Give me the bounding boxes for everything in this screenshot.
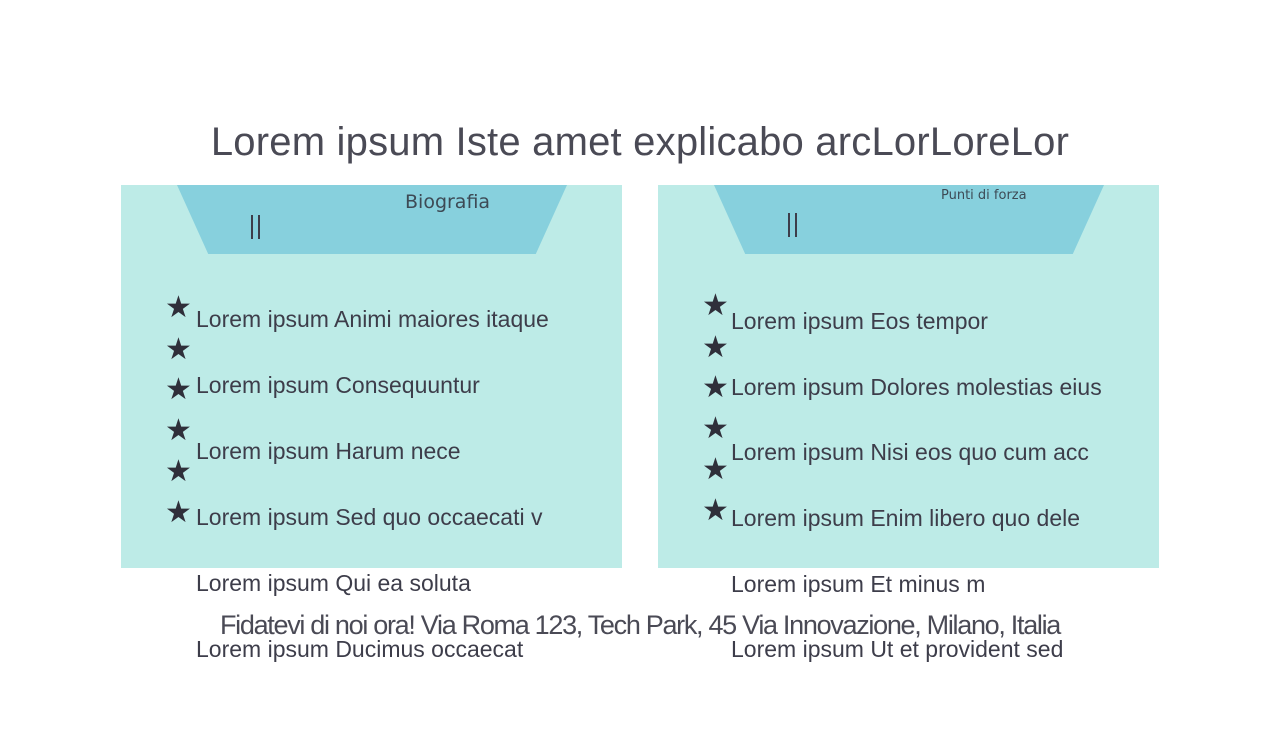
- list-item: Lorem ipsum Qui ea soluta: [196, 570, 471, 596]
- page-title: Lorem ipsum Iste amet explicabo arcLorLoreLor: [210, 120, 1070, 164]
- list-item: Lorem ipsum Consequuntur: [196, 372, 480, 398]
- star-icon: ★: [165, 290, 192, 325]
- star-icon: ★: [165, 413, 192, 448]
- biografia-heading: Biografia: [405, 191, 491, 213]
- star-icon: ★: [165, 495, 192, 530]
- list-item: Lorem ipsum Sed quo occaecati v: [196, 504, 543, 530]
- list-item: Lorem ipsum Enim libero quo dele: [731, 505, 1081, 531]
- star-icon: ★: [702, 493, 729, 528]
- star-icon: ★: [702, 330, 729, 365]
- list-item: Lorem ipsum Dolores molestias eius: [731, 374, 1102, 400]
- star-icon: ★: [702, 370, 729, 405]
- list-item: Lorem ipsum Animi maiores itaque: [196, 306, 549, 332]
- list-item: Lorem ipsum Eos tempor: [731, 308, 988, 334]
- biografia-panel: [121, 185, 622, 568]
- punti-di-forza-tab: [714, 185, 1104, 254]
- star-icon: ★: [165, 332, 192, 367]
- list-item: Lorem ipsum Ducimus occaecat: [196, 636, 524, 662]
- star-icon: ★: [165, 454, 192, 489]
- list-item: Lorem ipsum Harum nece: [196, 438, 461, 464]
- star-icon: ★: [702, 288, 729, 323]
- star-icon: ★: [702, 452, 729, 487]
- star-icon: ★: [702, 411, 729, 446]
- list-item: Lorem ipsum Nisi eos quo cum acc: [731, 439, 1089, 465]
- biografia-tab: [177, 185, 567, 254]
- pause-icon: [249, 215, 262, 239]
- punti-di-forza-heading: Punti di forza: [941, 188, 1027, 203]
- pause-icon: [786, 213, 799, 237]
- list-item: Lorem ipsum Et minus m: [731, 571, 986, 597]
- star-icon: ★: [165, 372, 192, 407]
- list-item: Lorem ipsum Ut et provident sed: [731, 636, 1064, 662]
- punti-di-forza-panel: [658, 185, 1159, 568]
- footer-address: Fidatevi di noi ora! Via Roma 123, Tech Park, 45 Via Innovazione, Milano, Italia: [219, 610, 1061, 640]
